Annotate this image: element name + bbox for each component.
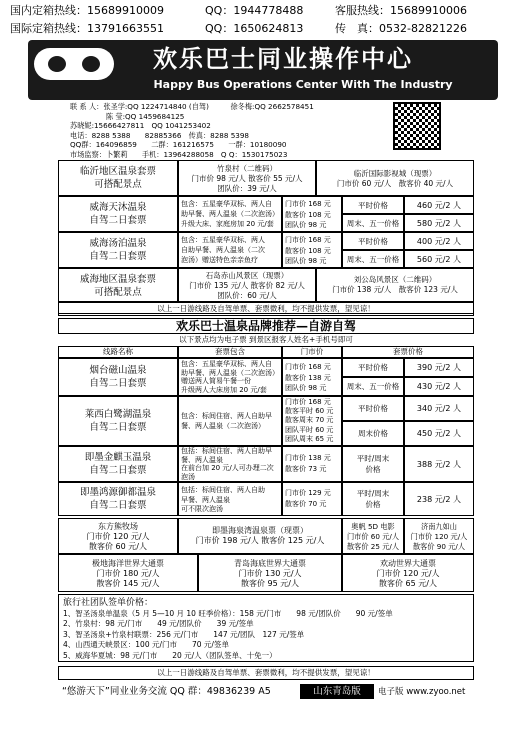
col-header-package: 套票包含: [178, 346, 282, 358]
footer-edition-logo: 山东青岛版: [300, 684, 374, 699]
visa-item: 4、山西通天峡景区：100 元/门市 70 元/签单: [63, 640, 229, 650]
price-cell: 门市价 168 元 散客价 108 元 团队价 98 元: [282, 196, 342, 232]
tier-price: 450 元/2 人: [404, 421, 474, 446]
route-name-cell: 莱西白鹭湖温泉 自驾二日套票: [58, 396, 178, 446]
col-header-route: 线路名称: [58, 346, 178, 358]
tier-label: 周末、五一价格: [342, 214, 404, 232]
route-name-cell: 威海地区温泉套票 可搭配景点: [58, 268, 178, 302]
tier-price: 580 元/2 人: [404, 214, 474, 232]
attraction-cell: 青岛海底世界大通票 门市价 130 元/人 散客价 95 元/人: [198, 554, 342, 592]
route-name-cell: 威海汤泊温泉 自驾二日套票: [58, 232, 178, 268]
invoice-note: 以上一日游线路及自驾单票、套票微利，均不提供发票，望见谅！: [58, 302, 474, 316]
tier-label: 平时/周末 价格: [342, 446, 404, 482]
contact-line: 联 系 人：张圣学:QQ 1224714840 (自驾) 徐冬梅:QQ 2662578451: [70, 102, 314, 111]
tier-price: 238 元/2 人: [404, 482, 474, 516]
attraction-cell: 石岛赤山风景区（现票） 门市价 135 元/人 散客价 82 元/人 团队价：60 元/人: [178, 268, 316, 302]
attraction-cell: 济南九如山 门市价 120 元/人 散客价 90 元/人: [404, 518, 474, 554]
footer-website-link[interactable]: 电子版 www.zyoo.net: [378, 687, 466, 697]
price-cell: 门市价 129 元 散客价 70 元: [282, 482, 342, 516]
brand-banner: [28, 40, 498, 100]
bus-logo-icon: [34, 48, 114, 80]
tier-price: 390 元/2 人: [404, 358, 474, 377]
section-2-title: 欢乐巴士温泉品牌推荐—自游自驾: [58, 318, 474, 334]
contact-line: 市场监察：卜繁莉 手机：13964288058 Q Q：1530175023: [70, 149, 288, 159]
visa-item: 2、竹泉村：98 元/门市 49 元/团队价 39 元/签单: [63, 619, 254, 629]
domestic-hotline: 国内定箱热线：15689910009: [10, 4, 164, 17]
package-cell: 包含：标间住宿、两人自助早 餐、两人温泉（二次泡汤）: [178, 396, 282, 446]
price-cell: 门市价 168 元 散客价 138 元 团队价 98 元: [282, 358, 342, 396]
package-cell: 包括：标间住宿、两人自助 早餐、两人温泉 可不限次泡汤: [178, 482, 282, 516]
price-cell: 门市价 168 元 散客价 108 元 团队价 98 元: [282, 232, 342, 268]
contact-block: [70, 102, 390, 160]
col-header-tier: 套票价格: [342, 346, 474, 358]
fax-number: 传 真：0532-82821226: [335, 22, 467, 35]
tier-label: 平时价格: [342, 232, 404, 250]
brand-tagline: Happy Bus Operations Center With The Industry: [153, 78, 453, 91]
attraction-cell: 极地海洋世界大通票 门市价 180 元/人 散客价 145 元/人: [58, 554, 198, 592]
tier-price: 340 元/2 人: [404, 396, 474, 421]
tier-price: 430 元/2 人: [404, 377, 474, 396]
qr-code-icon[interactable]: [393, 102, 441, 150]
price-cell: 门市价 168 元 散客平时 60 元 散客周末 70 元 团队平时 60 元 团队周末 65 元: [282, 396, 342, 446]
attraction-cell: 奥帆 5D 电影 门市价 60 元/人 散客价 25 元/人: [342, 518, 404, 554]
tier-label: 平时/周末 价格: [342, 482, 404, 516]
attraction-cell: 竹泉村（二维码） 门市价 98 元/人 散客价 55 元/人 团队价：39 元/人: [178, 160, 316, 196]
intl-hotline: 国际定箱热线：13791663551: [10, 22, 164, 35]
contact-line: QQ群：164096859 二群：161216575 一群：10180090: [70, 140, 287, 150]
visa-title: 旅行社团队签单价格：: [63, 598, 154, 608]
tier-label: 平时价格: [342, 196, 404, 214]
tier-label: 平时价格: [342, 396, 404, 421]
attraction-cell: 临沂国际影视城（现票） 门市价 60 元/人 散客价 40 元/人: [316, 160, 474, 196]
tier-price: 560 元/2 人: [404, 250, 474, 268]
package-cell: 包括：标间住宿、两人自助早 餐、两人温泉 在前台加 20 元/人可办理二次 泡汤: [178, 446, 282, 482]
contact-line: 电话：8288 5388 82885366 传真：8288 5398: [70, 130, 250, 140]
price-cell: 门市价 138 元 散客价 73 元: [282, 446, 342, 482]
tier-label: 周末、五一价格: [342, 250, 404, 268]
attraction-cell: 东方熊牧场 门市价 120 元/人 散客价 60 元/人: [58, 518, 178, 554]
visa-item: 5、威海华夏城：98 元/门市 20 元/人（团队签单、十免一）: [63, 650, 277, 660]
tier-label: 周末、五一价格: [342, 377, 404, 396]
col-header-price: 门市价: [282, 346, 342, 358]
attraction-cell: 刘公岛风景区（二维码） 门市价 138 元/人 散客价 123 元/人: [316, 268, 474, 302]
tier-price: 460 元/2 人: [404, 196, 474, 214]
visa-item: 1、智圣汤泉单温泉（5 月 5—10 月 10 旺季价格）：158 元/门市 98 元/团队价 90 元/签单: [63, 609, 393, 618]
contact-line: 苏晓妮:15666427811 QQ 1041253402: [70, 121, 211, 131]
invoice-note: 以上一日游线路及自驾单票、套票微利，均不提供发票，望见谅！: [58, 666, 474, 680]
qq-contact-1: QQ：1944778488: [205, 4, 304, 17]
visa-pricing-block: [58, 594, 474, 662]
package-cell: 包含：五星豪华双标、两人自 助早餐、两人温泉（二次泡汤） 升级大床、家庭房加 20 元/套: [178, 196, 282, 232]
service-hotline: 客服热线：15689910006: [335, 4, 467, 17]
tier-price: 388 元/2 人: [404, 446, 474, 482]
route-name-cell: 威海天沐温泉 自驾二日套票: [58, 196, 178, 232]
package-cell: 包含：五星豪华双标、两人自 助早餐、两人温泉（二次泡汤） 赠送两人简易午餐一份 升级两人大床房加 20 元/套: [178, 358, 282, 396]
qq-contact-2: QQ：1650624813: [205, 22, 304, 35]
attraction-cell: 即墨海泉湾温泉票（现票） 门市价 198 元/人 散客价 125 元/人: [178, 518, 342, 554]
route-name-cell: 即墨鸿源御都温泉 自驾二日套票: [58, 482, 178, 516]
tier-label: 周末价格: [342, 421, 404, 446]
route-name-cell: 临沂地区温泉套票 可搭配景点: [58, 160, 178, 196]
package-cell: 包含：五星豪华双标、两人 自助早餐、两人温泉（二次 泡汤）赠送特色亲亲鱼疗: [178, 232, 282, 268]
route-name-cell: 烟台磁山温泉 自驾二日套票: [58, 358, 178, 396]
tier-price: 400 元/2 人: [404, 232, 474, 250]
tier-label: 平时价格: [342, 358, 404, 377]
contact-line: 陈 莹:QQ 1459684125: [70, 111, 185, 121]
brand-logo-text: 欢乐巴士同业操作中心: [153, 45, 413, 73]
footer-qq-group: “悠游天下”同业业务交流 QQ 群：49836239 A5: [62, 686, 271, 697]
attraction-cell: 欢动世界大通票 门市价 120 元/人 散客价 65 元/人: [342, 554, 474, 592]
visa-item: 3、智圣汤泉+竹泉村联票：256 元/门市 147 元/团队 127 元/签单: [63, 629, 305, 639]
route-name-cell: 即墨金麒玉温泉 自驾二日套票: [58, 446, 178, 482]
section-2-subtitle: 以下景点均为电子票 到景区报客人姓名+手机号即可: [179, 335, 353, 344]
